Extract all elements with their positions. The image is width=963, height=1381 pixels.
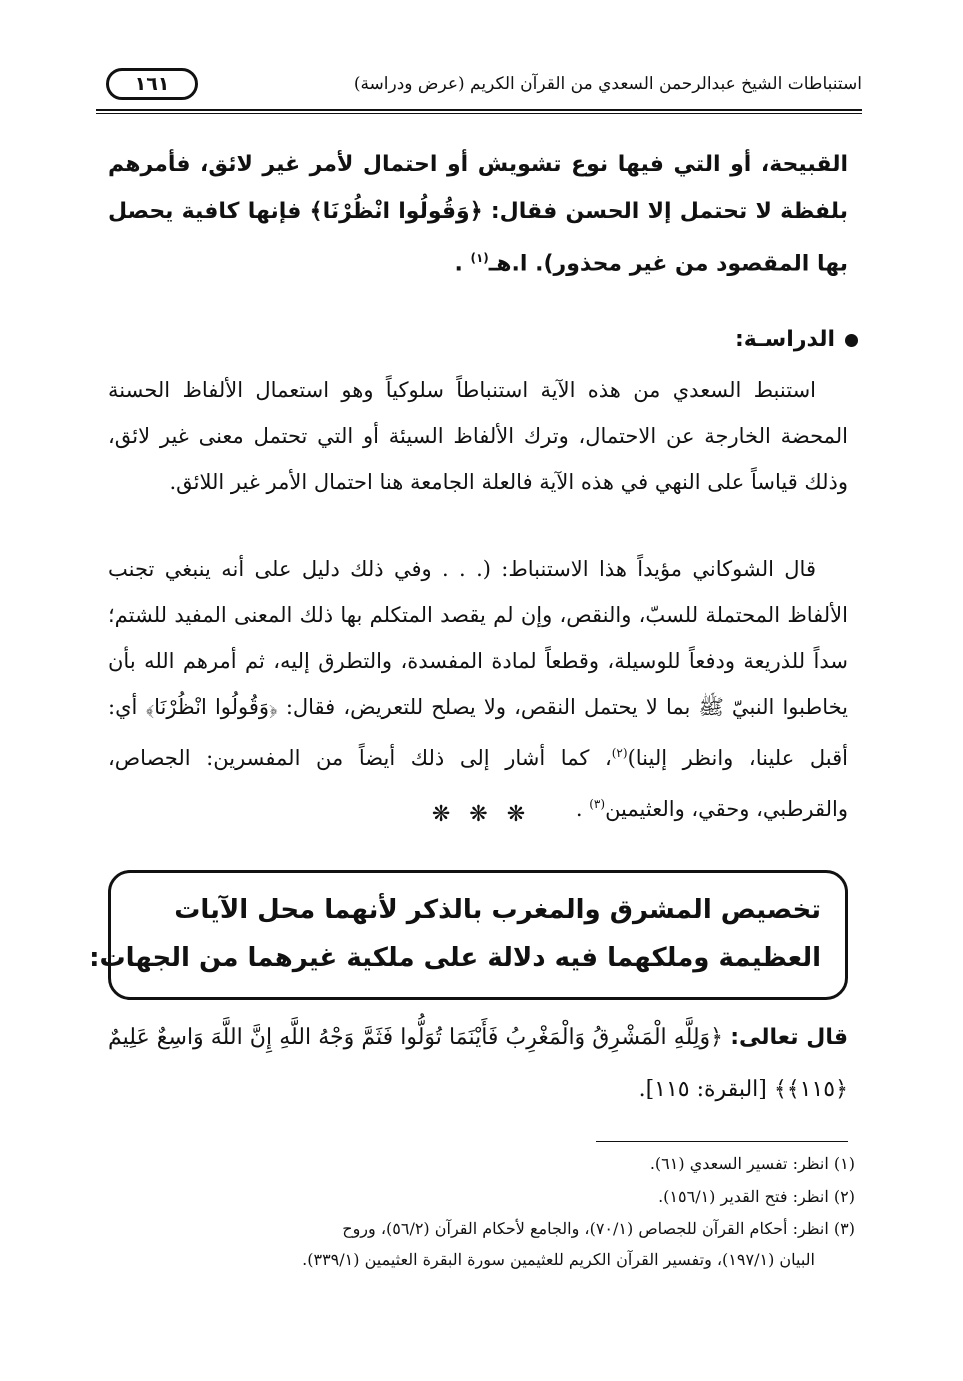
footnote-3-num: (٣) (833, 1219, 855, 1238)
intro-paragraph (108, 141, 848, 287)
footnote-1-num: (١) (833, 1154, 855, 1173)
book-title: استنباطات الشيخ عبدالرحمن السعدي من القرآن الكريم (عرض ودراسة) (353, 74, 862, 94)
section-separator: ❋ ❋ ❋ (431, 802, 532, 827)
section-title-line-1: تخصيص المشرق والمغرب بالذكر لأنهما محل الآيات (174, 895, 821, 925)
header-rule (96, 109, 862, 111)
footnote-1-text: انظر: تفسير السعدي (٦١). (649, 1154, 829, 1173)
footnote-2-text: انظر: فتح القدير (١٥٦/١). (658, 1187, 829, 1206)
intro-text: القبيحة، أو التي فيها نوع تشويش أو احتمال لأمر غير لائق، فأمرهم بلفظة لا تحتمل إلا الحسن فقال: ﴿وَقُولُوا انْظُرْنَا﴾ فإنها كافية يحصل بها المقصود من غير محذور). ا.هـ (108, 152, 848, 277)
footnote-2 (658, 1187, 855, 1206)
shawkani-quote: قال الشوكاني مؤيداً هذا الاستنباط: (. . . وفي ذلك دليل على أنه ينبغي تجنب الألفاظ المحتملة للسبّ، والنقص، وإن لم يقصد المتكلم بها ذلك المعنى المفيد للشتم؛ سداً للذريعة ودفعاً للوسيلة، وقطعاً لمادة المفسدة، والتطرق إليه، ثم أمرهم الله بأن يخاطبوا النبيّ ﷺ بما لا يحتمل النقص، ولا يصلح للتعريض، فقال: ﴿وَقُولُوا انْظُرْنَا﴾ أي: أقبل علينا، وانظر إلينا) (108, 557, 848, 770)
footnote-3-continuation: البيان (١٩٧/١)، وتفسير القرآن الكريم للعثيمين سورة البقرة العثيمين (٣٣٩/١). (302, 1250, 815, 1269)
study-tail: . (575, 797, 583, 821)
quran-verse: ﴿وَلِلَّهِ الْمَشْرِقُ وَالْمَغْرِبُ فَأَيْنَمَا تُوَلُّوا فَثَمَّ وَجْهُ اللَّهِ إِنَّ اللَّهَ وَاسِعٌ عَلِيمٌ ﴿١١٥﴾﴾ (108, 1025, 848, 1102)
study-paragraph-2 (108, 546, 848, 832)
footnote-2-num: (٢) (833, 1187, 855, 1206)
footnote-3 (342, 1219, 855, 1238)
footnote-3-text: انظر: أحكام القرآن للجصاص (٧٠/١)، والجامع لأحكام القرآن (٥٦/٢)، وروح (342, 1219, 829, 1238)
study-paragraph-1: استنبط السعدي من هذه الآية استنباطاً سلوكياً وهو استعمال الألفاظ الحسنة المحضة الخارجة عن الاحتمال، وترك الألفاظ السيئة أو التي تحتمل معنى غير لائق، وذلك قياساً على النهي في هذه الآية فالعلة الجامعة هنا احتمال الأمر غير اللائق. (108, 378, 848, 494)
footnote-rule (596, 1141, 848, 1142)
footnote-ref-3: (٣) (589, 797, 606, 811)
footnote-ref-2: (٢) (611, 746, 628, 760)
footnote-1 (650, 1154, 855, 1173)
section-title-box (89, 870, 848, 1000)
page-number: ١٦١ (106, 68, 198, 100)
header-rule-thin (96, 113, 862, 114)
mufassirin-text: ، كما أشار إلى ذلك أيضاً من المفسرين: الجصاص، والقرطبي، وحقي، والعثيمين (108, 746, 848, 821)
verse-lead: قال تعالى: (730, 1025, 848, 1050)
running-header (96, 62, 862, 106)
intro-tail: . (454, 251, 463, 277)
verse-paragraph (108, 1012, 848, 1116)
study-heading-text: الدراسـة: (734, 327, 835, 352)
verse-citation: [البقرة: ١١٥]. (638, 1077, 767, 1102)
study-heading (735, 327, 858, 352)
section-title-line-2: العظيمة وملكهما فيه دلالة على ملكية غيرهما من الجهات: (89, 943, 821, 973)
bullet-icon (845, 334, 858, 347)
footnote-ref-1: (١) (470, 251, 489, 265)
